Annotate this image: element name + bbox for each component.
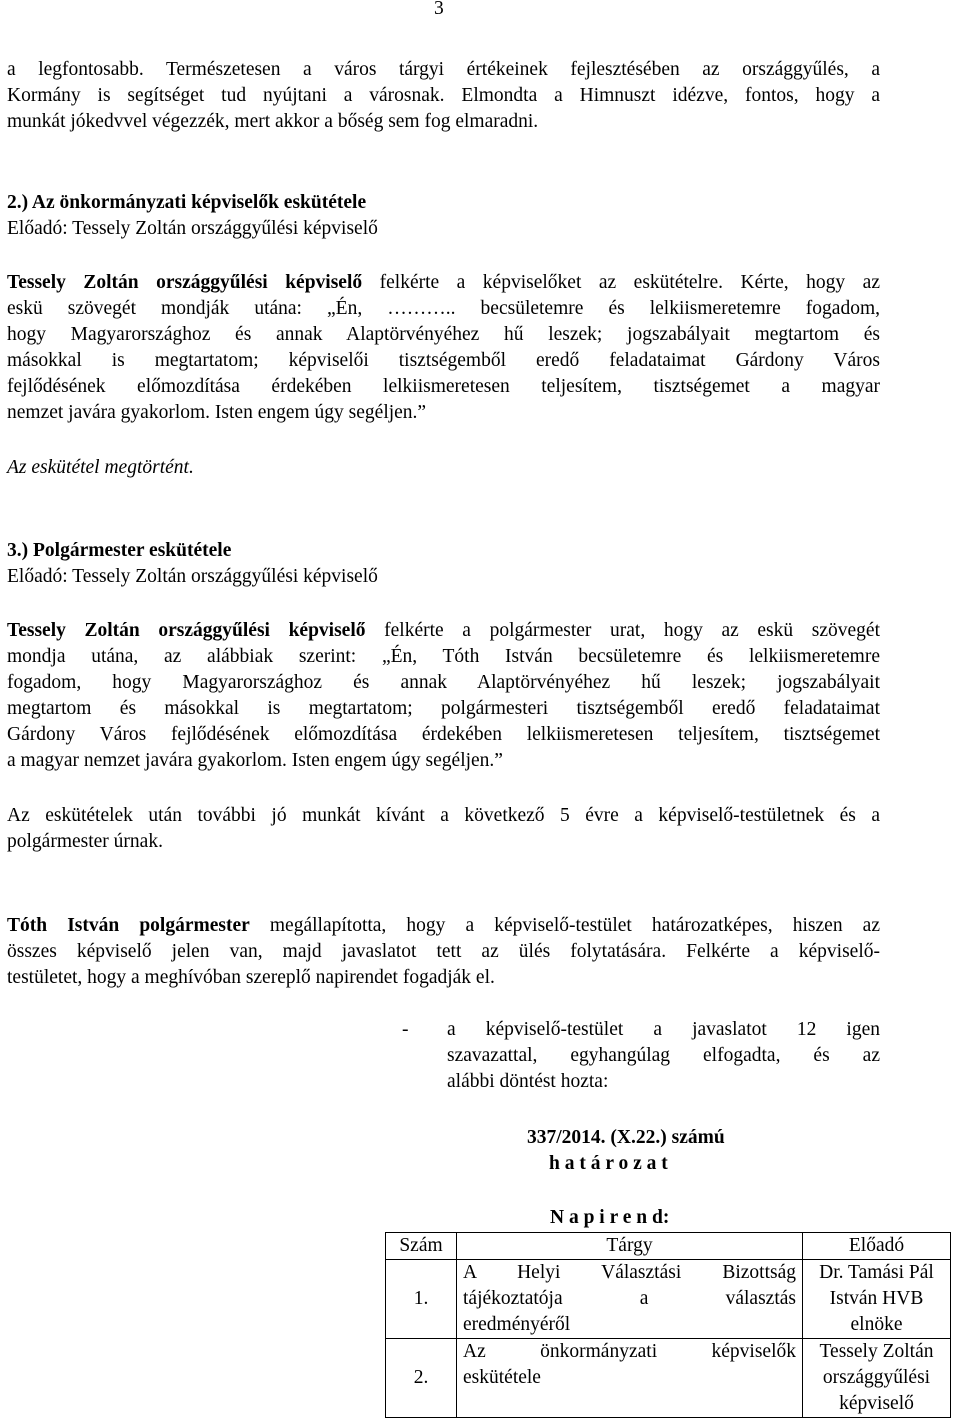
section3-line-4: megtartom és másokkal is megtartatom; polgármesteri tisztségemből eredő feladataimat [7, 698, 880, 719]
row-1-presenter [803, 1260, 951, 1339]
section3-line-6: a magyar nemzet javára gyakorlom. Isten engem úgy segéljen.” [7, 750, 503, 771]
mayor-line-1 [7, 913, 880, 939]
row-1-presenter-line: Dr. Tamási Pál [819, 1262, 934, 1283]
row-1-num: 1. [386, 1260, 457, 1339]
table-row [386, 1339, 951, 1418]
section3-line-2: mondja utána, az alábbiak szerint: „Én, Tóth István becsületemre és lelkiismeretemre [7, 646, 880, 667]
intro-line-1: a legfontosabb. Természetesen a város tárgyi értékeinek fejlesztésében az országgyűlés, a [7, 59, 880, 80]
section3-speaker: Tessely Zoltán országgyűlési képviselő [7, 620, 366, 641]
vote-dash: - [402, 1019, 409, 1040]
section2-line-6: nemzet javára gyakorlom. Isten engem úgy segéljen.” [7, 402, 427, 423]
mayor-line-3: testületet, hogy a meghívóban szereplő napirendet fogadják el. [7, 967, 495, 988]
section3-title: 3.) Polgármester eskütétele [7, 540, 232, 561]
section2-speaker: Tessely Zoltán országgyűlési képviselő [7, 272, 363, 293]
resolution-label: h a t á r o z a t [549, 1153, 668, 1174]
section3-wish-line-1: Az eskütételek után további jó munkát kívánt a következő 5 évre a képviselő-testületnek és a [7, 805, 880, 826]
row-2-presenter-line: országgyűlési [822, 1367, 931, 1388]
table-row [386, 1260, 951, 1339]
row-2-presenter-line: képviselő [839, 1393, 914, 1414]
row-2-presenter [803, 1339, 951, 1418]
section2-line-1 [7, 270, 880, 296]
row-2-num: 2. [386, 1339, 457, 1418]
col-header-subject: Tárgy [457, 1233, 803, 1260]
resolution-number: 337/2014. (X.22.) számú [527, 1127, 725, 1148]
row-1-subject [457, 1260, 803, 1339]
mayor-line-1-text: megállapította, hogy a képviselő-testület határozatképes, hiszen az [249, 915, 880, 936]
vote-line-2: szavazattal, egyhangúlag elfogadta, és az [447, 1045, 880, 1066]
section2-closing: Az eskütétel megtörtént. [7, 457, 194, 478]
col-header-num: Szám [386, 1233, 457, 1260]
agenda-title: N a p i r e n d: [550, 1207, 670, 1228]
section3-line-1 [7, 618, 880, 644]
row-1-subject-line: eredményéről [463, 1314, 571, 1335]
vote-line-3: alábbi döntést hozta: [447, 1071, 609, 1092]
section3-wish-line-2: polgármester úrnak. [7, 831, 163, 852]
section2-title: 2.) Az önkormányzati képviselők eskütétele [7, 192, 367, 213]
row-2-subject-line: eskütétele [463, 1367, 541, 1388]
section3-line-3: fogadom, hogy Magyarországhoz és annak Alaptörvényéhez hű leszek; jogszabályait [7, 672, 880, 693]
row-1-subject-line: tájékoztatója a választás [463, 1288, 796, 1309]
section3-presenter: Előadó: Tessely Zoltán országgyűlési képviselő [7, 566, 378, 587]
row-1-subject-line: A Helyi Választási Bizottság [463, 1262, 796, 1283]
row-2-subject-line: Az önkormányzati képviselők [463, 1341, 796, 1362]
intro-line-3: munkát jókedvvel végezzék, mert akkor a bőség sem fog elmaradni. [7, 111, 539, 132]
section3-line-5: Gárdony Város fejlődésének előmozdítása érdekében lelkiismeretesen teljesítem, tisztségemet [7, 724, 880, 745]
section2-line-2: eskü szövegét mondják utána: „Én, ……….. becsületemre és lelkiismeretemre fogadom, [7, 298, 880, 319]
section2-presenter: Előadó: Tessely Zoltán országgyűlési képviselő [7, 218, 378, 239]
row-1-presenter-line: István HVB [829, 1288, 924, 1309]
page-number: 3 [434, 0, 444, 19]
section2-line-5: fejlődésének előmozdítása érdekében lelkiismeretesen teljesítem, tisztségemet a magyar [7, 376, 880, 397]
row-1-presenter-line: elnöke [850, 1314, 903, 1335]
col-header-presenter: Előadó [803, 1233, 951, 1260]
section2-line-1-text: felkérte a képviselőket az eskütételre. Kérte, hogy az [362, 272, 880, 293]
agenda-table [385, 1232, 951, 1418]
agenda-header-row [386, 1233, 951, 1260]
mayor-line-2: összes képviselő jelen van, majd javaslatot tett az ülés folytatására. Felkérte a képviselő- [7, 941, 880, 962]
section2-line-3: hogy Magyarországhoz és annak Alaptörvényéhez hű leszek; jogszabályait megtartom és [7, 324, 880, 345]
row-2-presenter-line: Tessely Zoltán [819, 1341, 934, 1362]
vote-line-1: a képviselő-testület a javaslatot 12 igen [447, 1019, 880, 1040]
row-2-subject [457, 1339, 803, 1418]
section3-line-1-text: felkérte a polgármester urat, hogy az eskü szövegét [365, 620, 880, 641]
mayor-speaker: Tóth István polgármester [7, 915, 250, 936]
section2-line-4: másokkal is megtartatom; képviselői tisztségemből eredő feladataimat Gárdony Város [7, 350, 880, 371]
intro-line-2: Kormány is segítséget tud nyújtani a városnak. Elmondta a Himnuszt idézve, fontos, hogy a [7, 85, 880, 106]
